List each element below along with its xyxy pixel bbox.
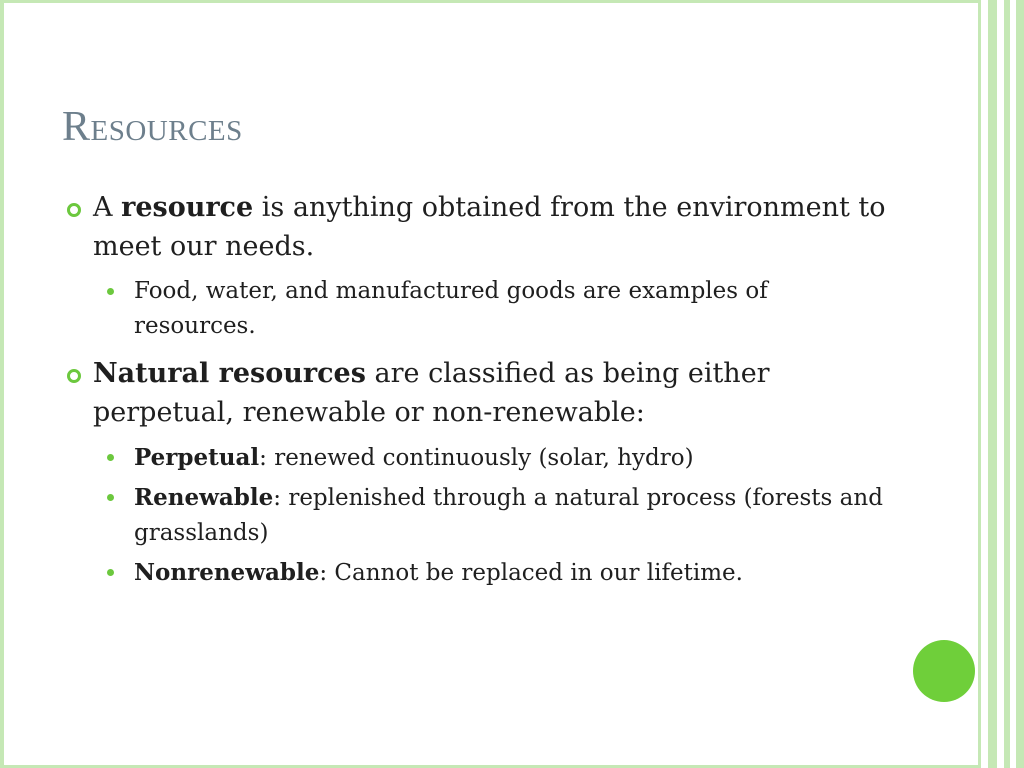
right-stripe xyxy=(988,0,997,768)
bullet-text: are classified as being either perpetual, renewable or non-renewable: xyxy=(93,358,770,428)
bullet-bold-term: resource xyxy=(121,192,254,223)
bullet-bold-term: Nonrenewable xyxy=(134,559,320,586)
slide-title: Resources xyxy=(62,104,243,150)
right-stripe xyxy=(978,0,981,768)
bullet-text: : replenished through a natural process (forests and grasslands) xyxy=(134,485,883,546)
dot-bullet-icon xyxy=(107,288,114,295)
bullet-text: is anything obtained from the environment to meet our needs. xyxy=(93,192,886,262)
sub-bullet-item xyxy=(66,440,886,476)
bullet-text: : renewed continuously (solar, hydro) xyxy=(259,445,694,471)
ring-bullet-icon xyxy=(67,203,81,217)
bullet-item xyxy=(66,354,886,432)
sub-bullet-item xyxy=(66,555,886,591)
bullet-bold-term: Natural resources xyxy=(93,358,366,389)
bullet-list xyxy=(66,188,886,591)
dot-bullet-icon xyxy=(107,494,114,501)
sub-bullet-item xyxy=(66,480,886,551)
dot-bullet-icon xyxy=(107,569,114,576)
sub-bullet-item xyxy=(66,274,886,344)
frame-left-border xyxy=(0,0,4,768)
decorative-circle xyxy=(913,640,975,702)
ring-bullet-icon xyxy=(67,369,81,383)
bullet-prefix: A xyxy=(93,192,122,223)
dot-bullet-icon xyxy=(107,454,114,461)
right-stripe xyxy=(1004,0,1010,768)
bullet-text: Food, water, and manufactured goods are examples of resources. xyxy=(134,278,768,339)
bullet-text: : Cannot be replaced in our lifetime. xyxy=(319,560,743,586)
bullet-bold-term: Perpetual xyxy=(134,444,260,471)
right-stripe xyxy=(1016,0,1024,768)
frame-top-border xyxy=(0,0,978,3)
bullet-item xyxy=(66,188,886,266)
bullet-bold-term: Renewable xyxy=(134,484,274,511)
